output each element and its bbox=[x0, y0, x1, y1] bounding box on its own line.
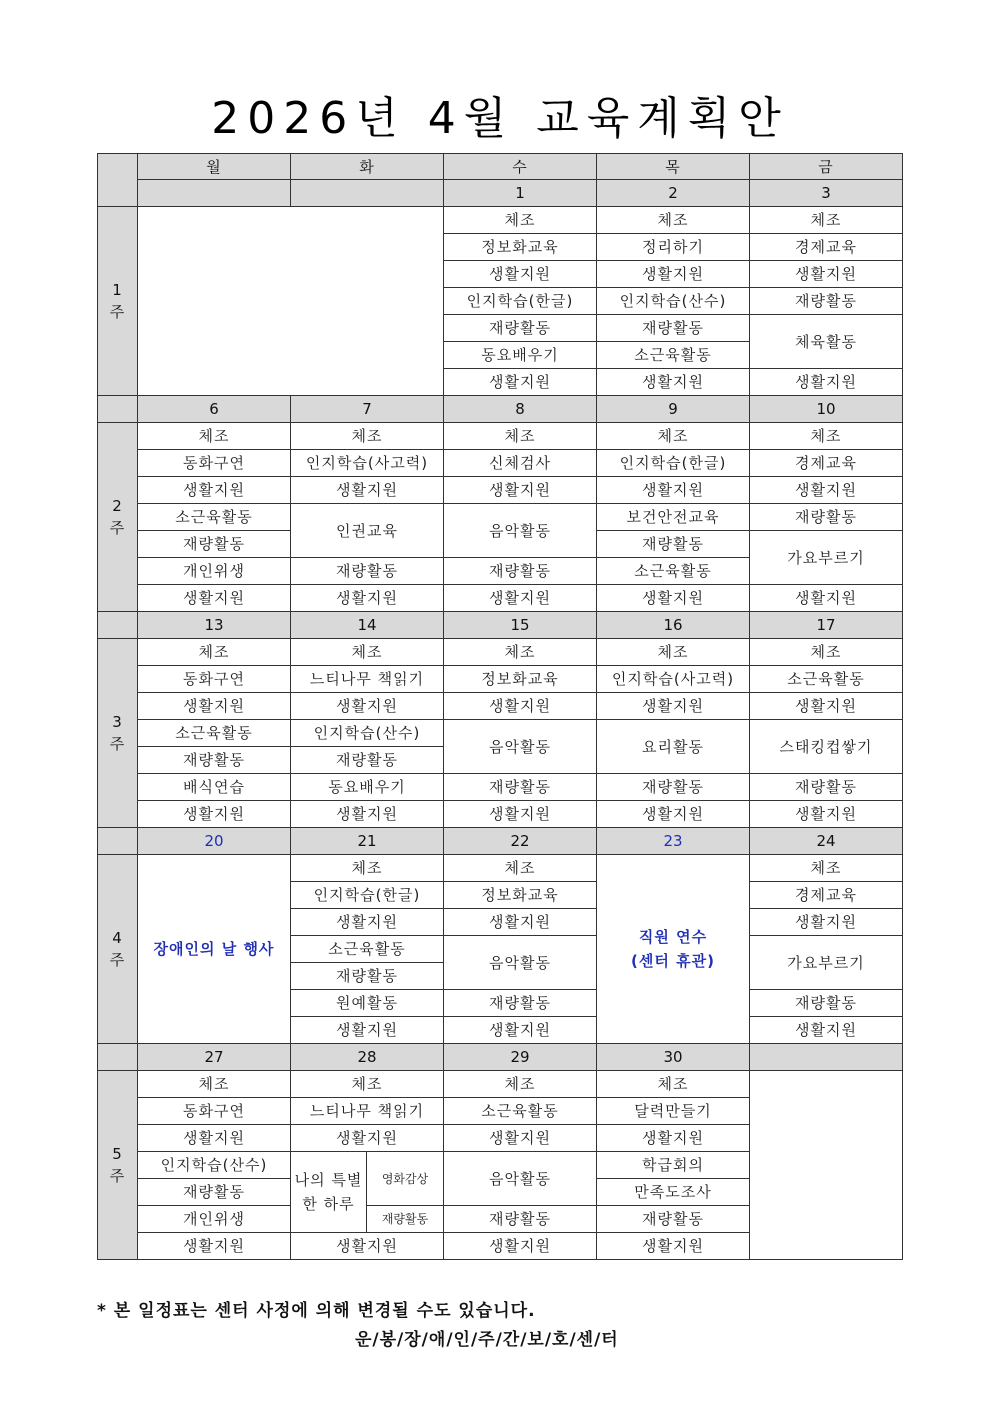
activity-cell: 생활지원 bbox=[597, 801, 750, 828]
activity-cell: 체조 bbox=[138, 639, 291, 666]
activity-cell: 생활지원 bbox=[750, 909, 903, 936]
activity-cell: 재량활동 bbox=[291, 963, 444, 990]
activity-cell: 재량활동 bbox=[750, 288, 903, 315]
activity-cell: 경제교육 bbox=[750, 882, 903, 909]
activity-cell: 영화감상 bbox=[367, 1152, 444, 1206]
activity-cell: 체조 bbox=[291, 423, 444, 450]
weekday-header-mon: 월 bbox=[138, 154, 291, 180]
activity-cell: 소근육활동 bbox=[291, 936, 444, 963]
activity-cell: 생활지원 bbox=[291, 477, 444, 504]
date-cell: 15 bbox=[444, 612, 597, 639]
event-line: (센터 휴관) bbox=[631, 952, 715, 970]
activity-cell: 생활지원 bbox=[597, 369, 750, 396]
activity-cell: 재량활동 bbox=[750, 504, 903, 531]
activity-cell: 재량활동 bbox=[138, 747, 291, 774]
activity-cell: 느티나무 책읽기 bbox=[291, 666, 444, 693]
organization-name: 운/봉/장/애/인/주/간/보/호/센/터 bbox=[355, 1330, 619, 1350]
week-suffix: 주 bbox=[109, 303, 126, 321]
activity-cell: 인지학습(한글) bbox=[597, 450, 750, 477]
weekday-header-wed: 수 bbox=[444, 154, 597, 180]
activity-cell: 만족도조사 bbox=[597, 1179, 750, 1206]
activity-cell: 가요부르기 bbox=[750, 936, 903, 990]
activity-cell: 소근육활동 bbox=[138, 720, 291, 747]
date-cell: 27 bbox=[138, 1044, 291, 1071]
week-date-row-spacer bbox=[98, 828, 138, 855]
date-cell: 14 bbox=[291, 612, 444, 639]
activity-cell: 체조 bbox=[444, 639, 597, 666]
empty-cell bbox=[750, 1071, 903, 1260]
activity-cell: 체조 bbox=[444, 1071, 597, 1098]
activity-cell: 생활지원 bbox=[444, 261, 597, 288]
activity-cell: 재량활동 bbox=[444, 315, 597, 342]
week-number: 2 bbox=[112, 497, 123, 515]
activity-cell: 동요배우기 bbox=[291, 774, 444, 801]
activity-cell: 생활지원 bbox=[597, 1125, 750, 1152]
date-cell: 10 bbox=[750, 396, 903, 423]
activity-cell: 음악활동 bbox=[444, 720, 597, 774]
date-cell: 16 bbox=[597, 612, 750, 639]
activity-cell: 재량활동 bbox=[597, 315, 750, 342]
activity-cell: 인지학습(한글) bbox=[444, 288, 597, 315]
activity-cell: 재량활동 bbox=[138, 1179, 291, 1206]
activity-cell: 생활지원 bbox=[291, 1017, 444, 1044]
date-cell: 2 bbox=[597, 180, 750, 207]
date-cell: 21 bbox=[291, 828, 444, 855]
activity-cell: 체조 bbox=[597, 423, 750, 450]
activity-cell: 보건안전교육 bbox=[597, 504, 750, 531]
activity-cell: 체조 bbox=[750, 639, 903, 666]
activity-cell: 인지학습(사고력) bbox=[597, 666, 750, 693]
date-cell: 29 bbox=[444, 1044, 597, 1071]
activity-cell: 체육활동 bbox=[750, 315, 903, 369]
activity-cell: 음악활동 bbox=[444, 504, 597, 558]
activity-cell: 재량활동 bbox=[597, 774, 750, 801]
empty-cell bbox=[138, 207, 444, 396]
activity-cell: 생활지원 bbox=[138, 693, 291, 720]
date-cell bbox=[750, 1044, 903, 1071]
activity-cell: 동화구연 bbox=[138, 1098, 291, 1125]
activity-cell: 생활지원 bbox=[750, 369, 903, 396]
activity-cell: 재량활동 bbox=[444, 1206, 597, 1233]
activity-cell: 생활지원 bbox=[138, 477, 291, 504]
activity-cell: 개인위생 bbox=[138, 558, 291, 585]
activity-cell: 동화구연 bbox=[138, 450, 291, 477]
activity-cell: 체조 bbox=[291, 639, 444, 666]
activity-cell: 재량활동 bbox=[444, 774, 597, 801]
week-label-1 bbox=[98, 207, 138, 396]
activity-cell: 정보화교육 bbox=[444, 234, 597, 261]
weekday-header-thu: 목 bbox=[597, 154, 750, 180]
activity-cell: 생활지원 bbox=[750, 1017, 903, 1044]
week-date-row-spacer bbox=[98, 1044, 138, 1071]
week-label-4 bbox=[98, 855, 138, 1044]
activity-cell: 음악활동 bbox=[444, 936, 597, 990]
weekday-header-tue: 화 bbox=[291, 154, 444, 180]
activity-cell: 재량활동 bbox=[138, 531, 291, 558]
activity-cell: 재량활동 bbox=[367, 1206, 444, 1233]
activity-cell: 생활지원 bbox=[138, 585, 291, 612]
date-cell: 22 bbox=[444, 828, 597, 855]
activity-cell: 생활지원 bbox=[291, 1125, 444, 1152]
activity-cell: 생활지원 bbox=[750, 693, 903, 720]
activity-cell: 소근육활동 bbox=[750, 666, 903, 693]
activity-cell: 음악활동 bbox=[444, 1152, 597, 1206]
activity-cell: 스태킹컵쌓기 bbox=[750, 720, 903, 774]
week-suffix: 주 bbox=[109, 951, 126, 969]
activity-cell: 생활지원 bbox=[138, 801, 291, 828]
activity-cell: 생활지원 bbox=[444, 801, 597, 828]
date-cell: 28 bbox=[291, 1044, 444, 1071]
event-staff-training bbox=[597, 855, 750, 1044]
activity-cell: 경제교육 bbox=[750, 234, 903, 261]
week-number: 1 bbox=[112, 281, 123, 299]
schedule-change-note: * 본 일정표는 센터 사정에 의해 변경될 수도 있습니다. bbox=[97, 1301, 536, 1321]
activity-cell: 동요배우기 bbox=[444, 342, 597, 369]
activity-cell: 생활지원 bbox=[291, 1233, 444, 1260]
date-cell bbox=[138, 180, 291, 207]
activity-cell: 생활지원 bbox=[750, 261, 903, 288]
activity-cell: 체조 bbox=[444, 855, 597, 882]
week-suffix: 주 bbox=[109, 1167, 126, 1185]
activity-cell: 인지학습(산수) bbox=[597, 288, 750, 315]
week-number: 4 bbox=[112, 929, 123, 947]
week-label-3 bbox=[98, 639, 138, 828]
activity-cell: 인지학습(사고력) bbox=[291, 450, 444, 477]
activity-cell: 요리활동 bbox=[597, 720, 750, 774]
date-cell: 6 bbox=[138, 396, 291, 423]
week-number: 3 bbox=[112, 713, 123, 731]
activity-cell: 재량활동 bbox=[291, 558, 444, 585]
activity-cell: 달력만들기 bbox=[597, 1098, 750, 1125]
activity-cell: 인권교육 bbox=[291, 504, 444, 558]
activity-cell: 소근육활동 bbox=[138, 504, 291, 531]
date-cell: 24 bbox=[750, 828, 903, 855]
date-cell bbox=[291, 180, 444, 207]
activity-cell: 체조 bbox=[597, 639, 750, 666]
activity-cell: 동화구연 bbox=[138, 666, 291, 693]
activity-cell: 정보화교육 bbox=[444, 882, 597, 909]
activity-cell: 재량활동 bbox=[597, 1206, 750, 1233]
date-cell: 17 bbox=[750, 612, 903, 639]
activity-cell: 생활지원 bbox=[750, 801, 903, 828]
activity-cell: 소근육활동 bbox=[597, 558, 750, 585]
activity-cell: 인지학습(산수) bbox=[291, 720, 444, 747]
date-cell-holiday: 20 bbox=[138, 828, 291, 855]
activity-cell: 생활지원 bbox=[597, 693, 750, 720]
activity-cell: 생활지원 bbox=[444, 909, 597, 936]
activity-cell: 생활지원 bbox=[444, 477, 597, 504]
activity-cell: 인지학습(한글) bbox=[291, 882, 444, 909]
activity-cell: 생활지원 bbox=[138, 1233, 291, 1260]
activity-cell: 생활지원 bbox=[444, 1233, 597, 1260]
date-cell: 1 bbox=[444, 180, 597, 207]
activity-cell: 정보화교육 bbox=[444, 666, 597, 693]
activity-cell: 정리하기 bbox=[597, 234, 750, 261]
week-label-2 bbox=[98, 423, 138, 612]
activity-cell: 체조 bbox=[750, 423, 903, 450]
activity-cell: 신체검사 bbox=[444, 450, 597, 477]
date-cell: 9 bbox=[597, 396, 750, 423]
event-disability-day: 장애인의 날 행사 bbox=[138, 855, 291, 1044]
date-cell: 30 bbox=[597, 1044, 750, 1071]
activity-cell: 학급회의 bbox=[597, 1152, 750, 1179]
activity-cell: 소근육활동 bbox=[597, 342, 750, 369]
activity-cell: 생활지원 bbox=[597, 261, 750, 288]
activity-cell: 경제교육 bbox=[750, 450, 903, 477]
page-title: 2026년 4월 교육계획안 bbox=[211, 93, 789, 144]
date-cell: 7 bbox=[291, 396, 444, 423]
activity-cell: 생활지원 bbox=[291, 801, 444, 828]
date-cell: 13 bbox=[138, 612, 291, 639]
activity-cell: 생활지원 bbox=[291, 585, 444, 612]
week-date-row-spacer bbox=[98, 396, 138, 423]
activity-cell: 재량활동 bbox=[750, 990, 903, 1017]
activity-cell: 생활지원 bbox=[291, 693, 444, 720]
activity-cell: 체조 bbox=[750, 855, 903, 882]
week-suffix: 주 bbox=[109, 735, 126, 753]
activity-cell: 생활지원 bbox=[597, 585, 750, 612]
activity-cell: 체조 bbox=[444, 423, 597, 450]
activity-cell: 재량활동 bbox=[750, 774, 903, 801]
activity-cell: 생활지원 bbox=[291, 909, 444, 936]
date-cell-holiday: 23 bbox=[597, 828, 750, 855]
week-date-row-spacer bbox=[98, 612, 138, 639]
activity-cell: 생활지원 bbox=[444, 369, 597, 396]
activity-cell: 생활지원 bbox=[597, 1233, 750, 1260]
activity-cell: 재량활동 bbox=[597, 531, 750, 558]
activity-cell: 느티나무 책읽기 bbox=[291, 1098, 444, 1125]
activity-cell: 개인위생 bbox=[138, 1206, 291, 1233]
week-header-corner bbox=[98, 154, 138, 207]
activity-cell: 체조 bbox=[597, 207, 750, 234]
activity-cell: 생활지원 bbox=[750, 477, 903, 504]
activity-cell: 체조 bbox=[750, 207, 903, 234]
activity-cell: 가요부르기 bbox=[750, 531, 903, 585]
activity-cell: 생활지원 bbox=[444, 1125, 597, 1152]
event-line: 직원 연수 bbox=[638, 928, 708, 946]
activity-cell: 체조 bbox=[444, 207, 597, 234]
activity-cell: 체조 bbox=[138, 1071, 291, 1098]
date-cell: 3 bbox=[750, 180, 903, 207]
week-label-5 bbox=[98, 1071, 138, 1260]
activity-cell: 체조 bbox=[291, 855, 444, 882]
activity-cell: 재량활동 bbox=[291, 747, 444, 774]
date-cell: 8 bbox=[444, 396, 597, 423]
activity-cell: 생활지원 bbox=[597, 477, 750, 504]
activity-cell: 체조 bbox=[291, 1071, 444, 1098]
week-number: 5 bbox=[112, 1145, 123, 1163]
activity-cell: 재량활동 bbox=[444, 990, 597, 1017]
activity-cell: 생활지원 bbox=[444, 585, 597, 612]
activity-cell-special-day: 나의 특별한 하루 bbox=[291, 1152, 367, 1233]
activity-cell: 재량활동 bbox=[444, 558, 597, 585]
weekday-header-fri: 금 bbox=[750, 154, 903, 180]
week-suffix: 주 bbox=[109, 519, 126, 537]
activity-cell: 체조 bbox=[138, 423, 291, 450]
activity-cell: 인지학습(산수) bbox=[138, 1152, 291, 1179]
activity-cell: 생활지원 bbox=[444, 1017, 597, 1044]
activity-cell: 배식연습 bbox=[138, 774, 291, 801]
activity-cell: 체조 bbox=[597, 1071, 750, 1098]
activity-cell: 원예활동 bbox=[291, 990, 444, 1017]
activity-cell: 생활지원 bbox=[138, 1125, 291, 1152]
activity-cell: 생활지원 bbox=[750, 585, 903, 612]
activity-cell: 생활지원 bbox=[444, 693, 597, 720]
activity-cell: 소근육활동 bbox=[444, 1098, 597, 1125]
education-plan-table bbox=[97, 153, 903, 1260]
